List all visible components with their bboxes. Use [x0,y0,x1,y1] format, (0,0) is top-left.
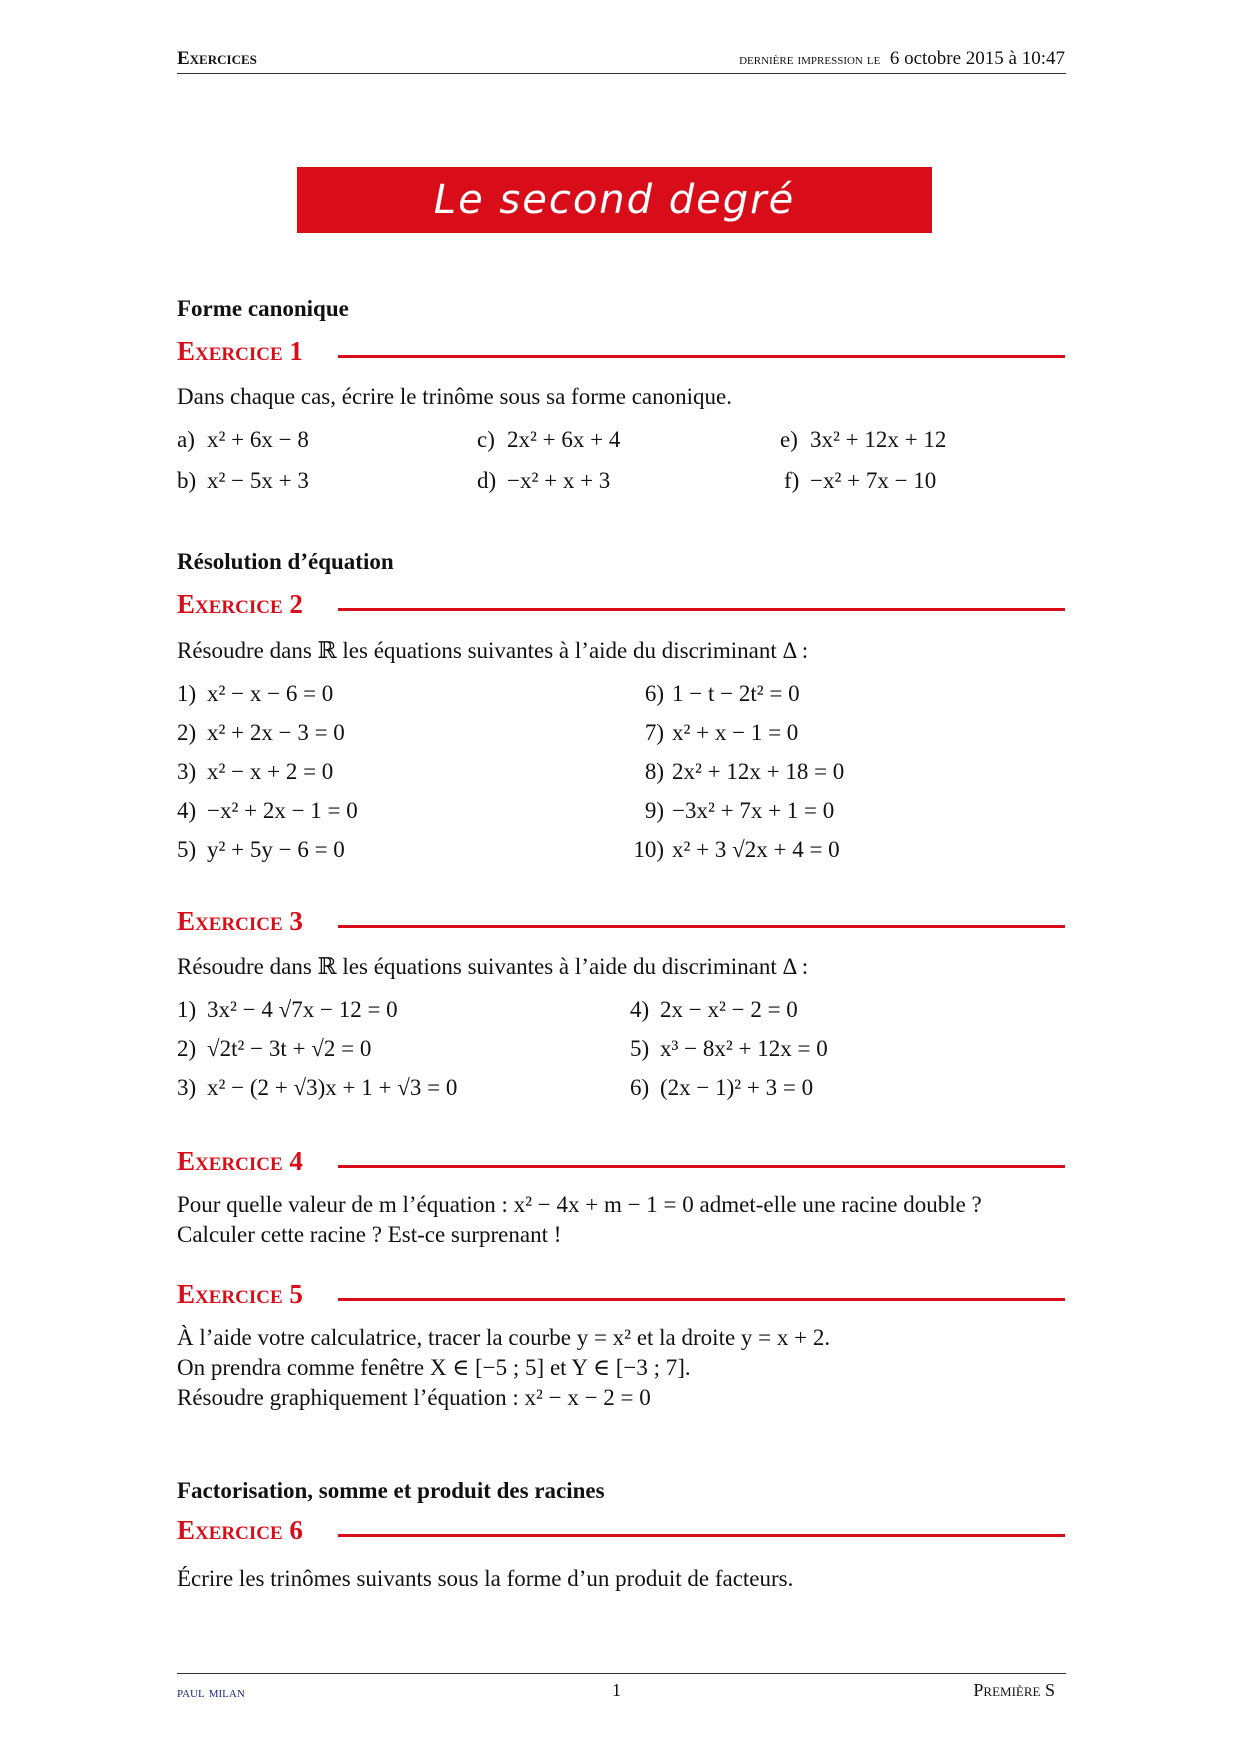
footer-rule [177,1673,1066,1674]
exercise-number: 1 [289,336,303,366]
page-number: 1 [612,1680,621,1700]
exercise-rule [338,1298,1065,1301]
header-date: 6 octobre 2015 à 10:47 [889,48,1065,69]
exercise-text-line: Pour quelle valeur de m l’équation : x² − 4x + m − 1 = 0 admet-elle une racine double ? [177,1192,982,1217]
exercise-item: 3) x² − (2 + √3)x + 1 + √3 = 0 [177,1075,458,1100]
exercise-item: 5) y² + 5y − 6 = 0 [177,837,345,862]
exercise-rule [338,1165,1065,1168]
exercise-heading: Exercice 3 [177,906,303,936]
exercise-heading: Exercice 5 [177,1279,303,1309]
exercise-heading: Exercice 2 [177,589,303,619]
exercise-item: 5) x³ − 8x² + 12x = 0 [630,1036,828,1061]
exercise-item: 4) 2x − x² − 2 = 0 [630,997,798,1022]
exercise-instruction: Résoudre dans ℝ les équations suivantes à l’aide du discriminant Δ : [177,638,809,663]
exercise-rule [338,925,1065,928]
exercise-item: 1) 3x² − 4 √7x − 12 = 0 [177,997,398,1022]
section-title: Factorisation, somme et produit des racines [177,1478,605,1503]
exercise-item: 9) −3x² + 7x + 1 = 0 [644,798,835,823]
exercise-text-line: À l’aide votre calculatrice, tracer la courbe y = x² et la droite y = x + 2. [177,1325,831,1350]
header-right [739,48,1065,70]
header-left: Exercices [177,48,257,69]
exercise-label: Exercice [177,336,283,366]
exercise-item: f) −x² + 7x − 10 [784,468,937,493]
exercise-item: 8) 2x² + 12x + 18 = 0 [644,759,845,784]
header-rule [177,73,1066,74]
exercise-text-line: Calculer cette racine ? Est-ce surprenant ! [177,1222,562,1247]
footer-class: Première S [973,1680,1055,1700]
footer-author: paul milan [177,1684,245,1701]
exercise-rule [338,355,1065,358]
exercise-instruction: Écrire les trinômes suivants sous la forme d’un produit de facteurs. [177,1566,794,1591]
section-title: Résolution d’équation [177,549,394,574]
exercise-item: e) 3x² + 12x + 12 [780,427,947,452]
exercise-item: 6) 1 − t − 2t² = 0 [644,681,800,706]
exercise-heading [177,336,303,367]
exercise-item: b) x² − 5x + 3 [177,468,309,493]
section-title: Forme canonique [177,296,349,321]
exercise-item: 3) x² − x + 2 = 0 [177,759,334,784]
exercise-instruction: Résoudre dans ℝ les équations suivantes à l’aide du discriminant Δ : [177,954,809,979]
exercise-item: 7) x² + x − 1 = 0 [644,720,799,745]
page-title: Le second degré [297,167,932,233]
exercise-rule [338,1534,1065,1537]
header-print-label: dernière impression le [739,51,881,68]
exercise-item: a) x² + 6x − 8 [177,427,309,452]
exercise-item: 4) −x² + 2x − 1 = 0 [177,798,358,823]
exercise-item: 2) x² + 2x − 3 = 0 [177,720,345,745]
exercise-instruction: Dans chaque cas, écrire le trinôme sous sa forme canonique. [177,384,732,409]
exercise-item: 2) √2t² − 3t + √2 = 0 [177,1036,372,1061]
exercise-rule [338,608,1065,611]
exercise-item: 1) x² − x − 6 = 0 [177,681,334,706]
exercise-item: 10) x² + 3 √2x + 4 = 0 [633,837,840,862]
exercise-text-line: Résoudre graphiquement l’équation : x² − x − 2 = 0 [177,1385,651,1410]
exercise-item: c) 2x² + 6x + 4 [477,427,621,452]
exercise-text-line: On prendra comme fenêtre X ∈ [−5 ; 5] et Y ∈ [−3 ; 7]. [177,1355,691,1380]
exercise-heading: Exercice 4 [177,1146,303,1176]
exercise-item: 6) (2x − 1)² + 3 = 0 [630,1075,814,1100]
exercise-heading: Exercice 6 [177,1515,303,1545]
exercise-item: d) −x² + x + 3 [477,468,611,493]
